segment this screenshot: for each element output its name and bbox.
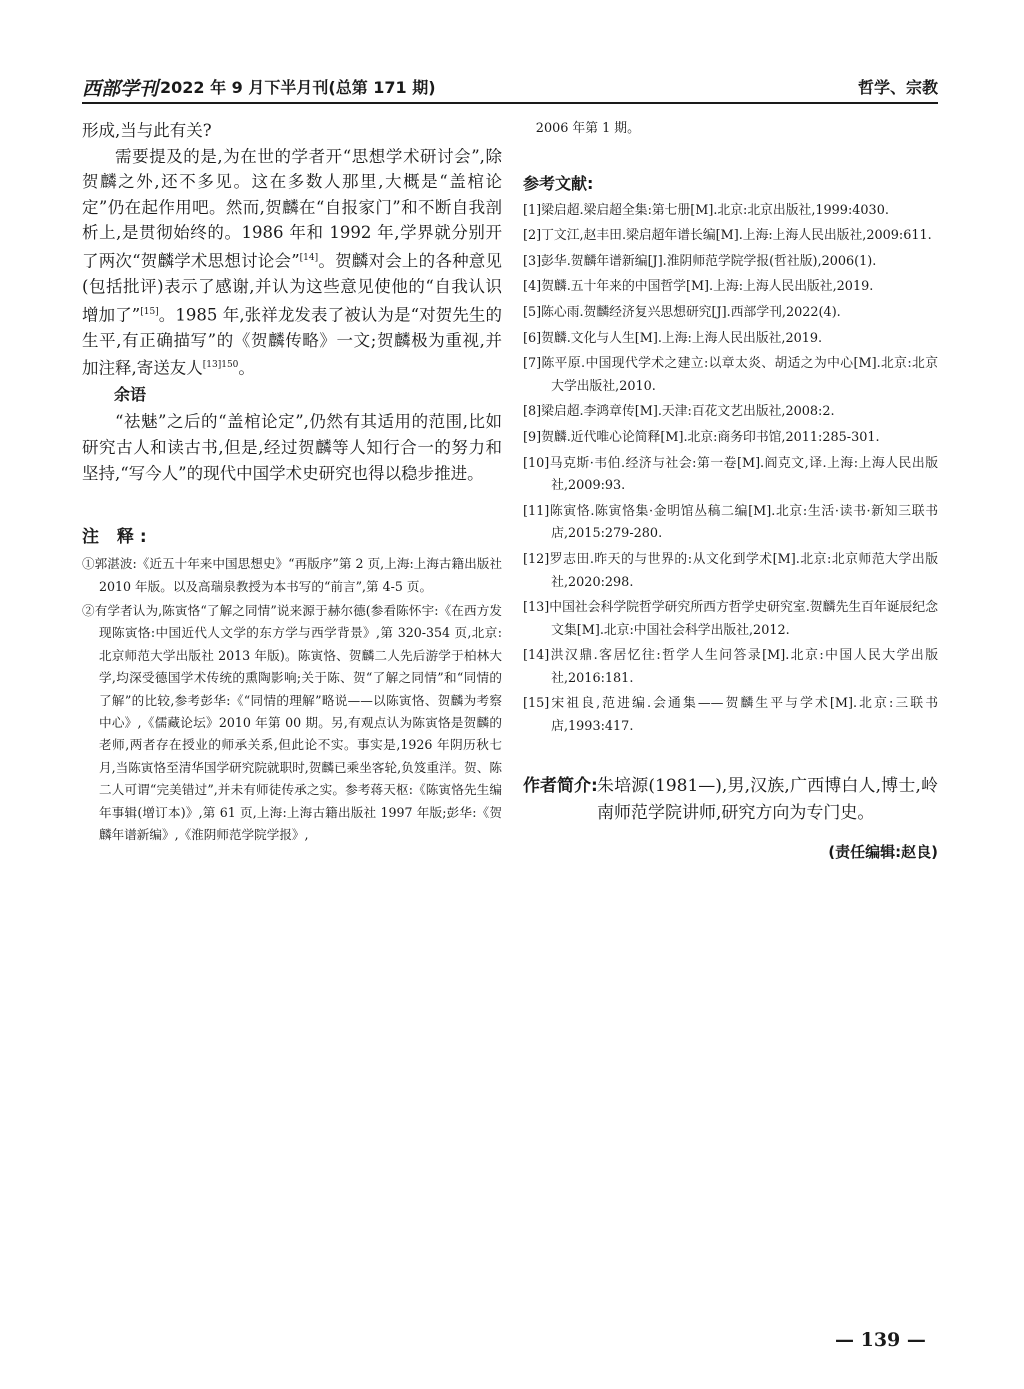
citation-15: [15] (140, 306, 159, 317)
responsible-editor: (责任编辑:赵良) (828, 842, 938, 861)
reference-item: [8]梁启超.李鸿章传[M].天津:百花文艺出版社,2008:2. (523, 404, 835, 420)
reference-item: [3]彭华.贺麟年谱新编[J].淮阴师范学院学报(哲社版),2006(1). (523, 253, 877, 269)
reference-item: [12]罗志田.昨天的与世界的:从文化到学术[M].北京:北京师范大学出版社,2020:298. (523, 551, 938, 590)
section-label: 哲学、宗教 (857, 78, 938, 97)
reference-item: [11]陈寅恪.陈寅恪集·金明馆丛稿二编[M].北京:生活·读书·新知三联书店,2015:279-280. (523, 503, 938, 542)
note-continuation: 2006 年第 1 期。 (535, 121, 640, 136)
reference-item: [13]中国社会科学院哲学研究所西方哲学史研究室.贺麟先生百年诞辰纪念文集[M].北京:中国社会科学出版社,2012. (523, 600, 938, 638)
journal-logo: 西部学刊 (82, 78, 159, 100)
reference-item: [6]贺麟.文化与人生[M].上海:上海人民出版社,2019. (523, 330, 823, 346)
right-column (523, 118, 938, 862)
note-2: ②有学者认为,陈寅恪“了解之同情”说来源于赫尔德(参看陈怀宇:《在西方发现陈寅恪:中国近代人文学的东方学与西学背景》,第 320-354 页,北京:北京师范大学出版社 2013 年版)。陈寅恪、贺麟二人先后游学于柏林大学,均深受德国学术传统的熏陶影响;关于陈、贺“了解之同情”和“同情的了解”的比较,参考彭华:《“同情的理解”略说——以陈寅恪、贺麟为考察中心》,《儒藏论坛》2010 年第 00 期。另,有观点认为陈寅恪是贺麟的老师,两者存在授业的师承关系,但此论不实。事实是,1926 年阴历秋七月,当陈寅恪至清华国学研究院就职时,贺麟已乘坐客轮,负笈重洋。贺、陈二人可谓“完美错过”,并未有师徒传承之实。参考蒋天枢:《陈寅恪先生编年事辑(增订本)》,第 61 页,上海:上海古籍出版社 1997 年版;彭华:《贺麟年谱新编》,《淮阴师范学院学报》, (82, 603, 502, 843)
note-1: ①郭湛波:《近五十年来中国思想史》“再版序”第 2 页,上海:上海古籍出版社 2010 年版。以及高瑞泉教授为本书写的“前言”,第 4-5 页。 (82, 556, 502, 594)
reference-item: [4]贺麟.五十年来的中国哲学[M].上海:上海人民出版社,2019. (523, 279, 874, 295)
page-header (82, 72, 938, 104)
issue-info: 2022 年 9 月下半月刊(总第 171 期) (160, 78, 436, 97)
reference-item: [1]梁启超.梁启超全集:第七册[M].北京:北京出版社,1999:4030. (523, 202, 889, 218)
citation-13: [13]150 (202, 360, 239, 371)
paragraph-3: “祛魅”之后的“盖棺论定”,仍然有其适用的范围,比如研究古人和读古书,但是,经过贺麟等人知行合一的努力和坚持,“写今人”的现代中国学术史研究也得以稳步推进。 (82, 412, 502, 483)
author-bio-label: 作者简介: (523, 775, 598, 796)
reference-item: [15]宋祖良,范进编.会通集——贺麟生平与学术[M].北京:三联书店,1993:417. (523, 696, 938, 735)
citation-14: [14] (299, 252, 319, 263)
reference-item: [10]马克斯·韦伯.经济与社会:第一卷[M].阎克文,译.上海:上海人民出版社,2009:93. (523, 455, 938, 494)
reference-item: [9]贺麟.近代唯心论简释[M].北京:商务印书馆,2011:285-301. (523, 429, 880, 445)
left-column (82, 118, 502, 849)
reference-item: [2]丁文江,赵丰田.梁启超年谱长编[M].上海:上海人民出版社,2009:611. (523, 228, 932, 244)
author-bio (523, 773, 938, 827)
reference-list (523, 200, 938, 739)
reference-item: [14]洪汉鼎.客居忆往:哲学人生问答录[M].北京:中国人民大学出版社,2016:181. (523, 648, 938, 686)
paragraph-1: 形成,当与此有关? (82, 121, 212, 140)
section-heading-closing: 余语 (114, 385, 147, 405)
reference-item: [7]陈平原.中国现代学术之建立:以章太炎、胡适之为中心[M].北京:北京大学出版社,2010. (523, 356, 938, 394)
author-bio-text: 朱培源(1981—),男,汉族,广西博白人,博士,岭南师范学院讲师,研究方向为专门史。 (597, 775, 938, 823)
paragraph-2: 需要提及的是,为在世的学者开“思想学术研讨会”,除贺麟之外,还不多见。这在多数人那里,大概是“盖棺论定”仍在起作用吧。然而,贺麟在“自报家门”和不断自我剖析上,是贯彻始终的。1986 年和 1992 年,学界就分别开了两次“贺麟学术思想讨论会”[14]。贺麟对会上的各种意见(包括批评)表示了感谢,并认为这些意见使他的“自我认识增加了”[15]。1985 年,张祥龙发表了被认为是“对贺先生的生平,有正确描写”的《贺麟传略》一文;贺麟极为重视,并加注释,寄送友人$^{[13]150}$。 (82, 146, 502, 378)
notes-heading: 注 释: (82, 527, 153, 548)
page-number: — 139 — (835, 1329, 926, 1351)
reference-item: [5]陈心雨.贺麟经济复兴思想研究[J].西部学刊,2022(4). (523, 304, 841, 320)
references-heading: 参考文献: (523, 173, 594, 193)
